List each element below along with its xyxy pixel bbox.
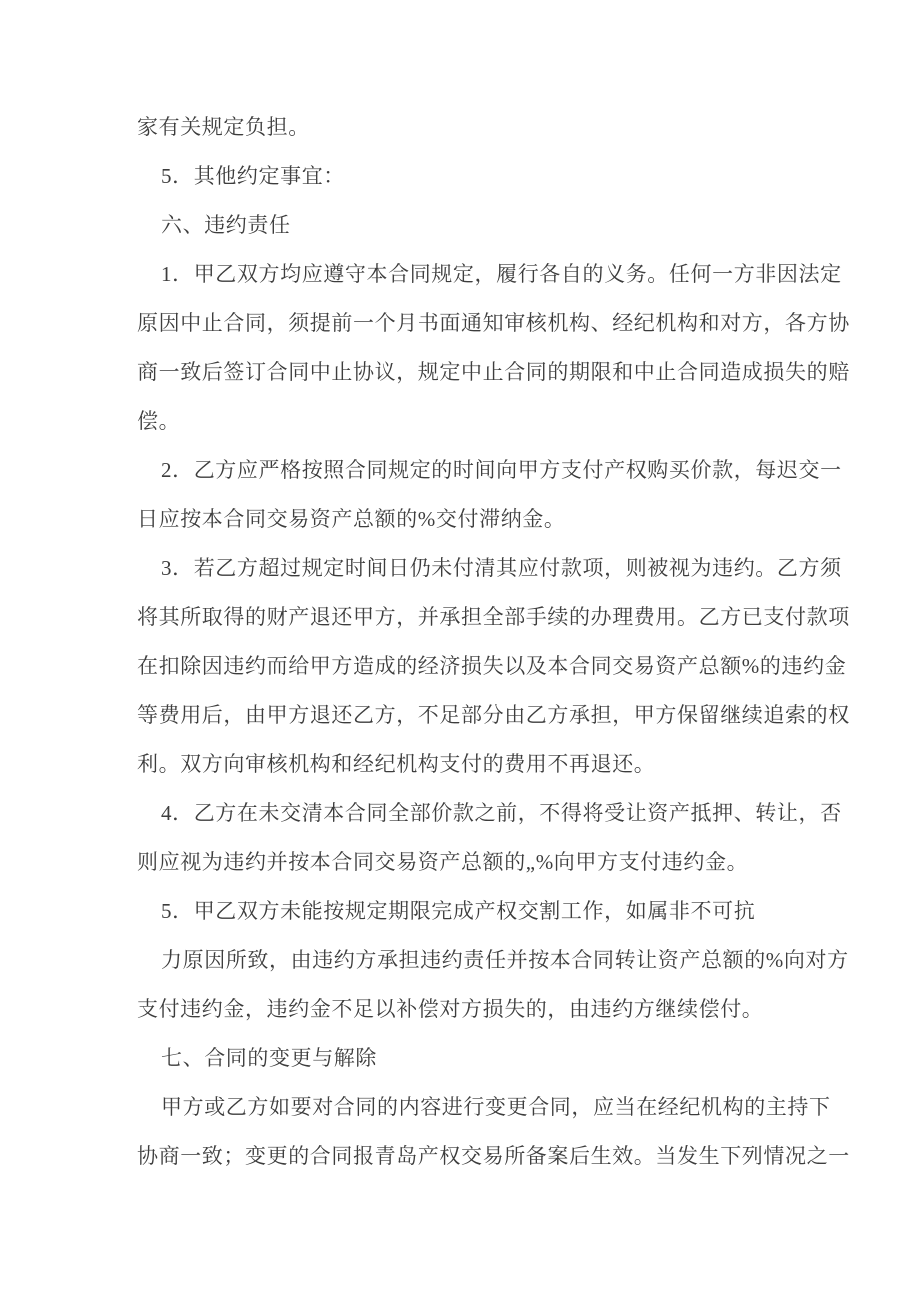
document-line: 甲方或乙方如要对合同的内容进行变更合同，应当在经纪机构的主持下 xyxy=(161,1095,831,1119)
document-line: 5．其他约定事宜： xyxy=(161,164,345,188)
document-line: 原因中止合同，须提前一个月书面通知审核机构、经纪机构和对方，各方协 xyxy=(137,311,850,335)
document-line: 家有关规定负担。 xyxy=(137,115,310,139)
document-line: 协商一致；变更的合同报青岛产权交易所备案后生效。当发生下列情况之一 xyxy=(137,1144,850,1168)
document-body xyxy=(137,103,850,1181)
document-line: 力原因所致，由违约方承担违约责任并按本合同转让资产总额的%向对方 xyxy=(161,948,849,972)
document-line: 5．甲乙双方未能按规定期限完成产权交割工作，如属非不可抗 xyxy=(161,899,756,923)
document-line: 偿。 xyxy=(137,409,181,433)
document-line: 等费用后，由甲方退还乙方，不足部分由乙方承担，甲方保留继续追索的权 xyxy=(137,703,850,727)
document-line: 1．甲乙双方均应遵守本合同规定，履行各自的义务。任何一方非因法定 xyxy=(161,262,842,286)
document-line: 商一致后签订合同中止协议，规定中止合同的期限和中止合同造成损失的赔 xyxy=(137,360,850,384)
document-section-heading: 六、违约责任 xyxy=(161,213,291,237)
document-line: 支付违约金，违约金不足以补偿对方损失的，由违约方继续偿付。 xyxy=(137,997,764,1021)
document-line: 在扣除因违约而给甲方造成的经济损失以及本合同交易资产总额%的违约金 xyxy=(137,654,847,678)
document-line: 3．若乙方超过规定时间日仍未付清其应付款项，则被视为违约。乙方须 xyxy=(161,556,842,580)
document-line: 则应视为违约并按本合同交易资产总额的„%向甲方支付违约金。 xyxy=(137,850,749,874)
document-line: 利。双方向审核机构和经纪机构支付的费用不再退还。 xyxy=(137,752,656,776)
document-line: 4．乙方在未交清本合同全部价款之前，不得将受让资产抵押、转让，否 xyxy=(161,801,842,825)
document-line: 2．乙方应严格按照合同规定的时间向甲方支付产权购买价款，每迟交一 xyxy=(161,458,842,482)
document-section-heading: 七、合同的变更与解除 xyxy=(161,1046,377,1070)
document-line: 将其所取得的财产退还甲方，并承担全部手续的办理费用。乙方已支付款项 xyxy=(137,605,850,629)
document-line: 日应按本合同交易资产总额的%交付滞纳金。 xyxy=(137,507,566,531)
